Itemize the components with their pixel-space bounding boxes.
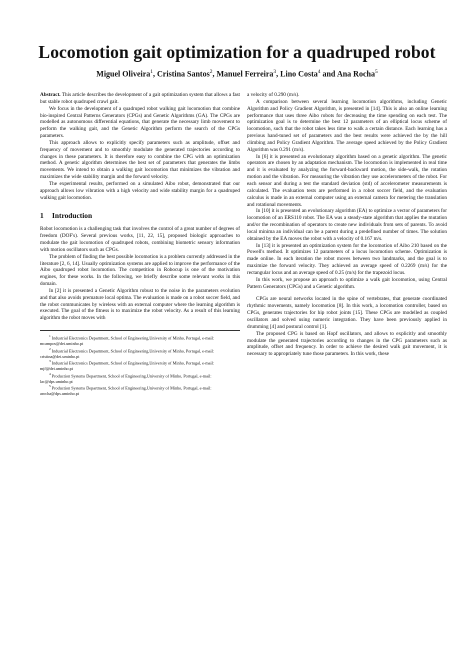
footnote-mark: 4 xyxy=(49,371,51,376)
paper-title: Locomotion gait optimization for a quadruped robot xyxy=(38,42,436,62)
body-paragraph: A comparison between several learning locomotion algorithms, including Genetic Algorithm and Policy Gradient Algorithm, is presented in [14]. This is also an online learning performance that uses three Aibo robots for decreasing the time spending on each test. The optimization goal is to determine the best 12 parameters of an elliptical locus scheme of locomotion, such that the robot takes less time to walk a certain distance. Each learning has a previous hand-tuned set of parameters and the best results were achieved the by the hill climbing and Policy Gradient Algorithm. The average speed achieved by the Policy Gradient Algorithm was 0.291 (m/s). xyxy=(247,98,447,153)
footnote-mark: 5 xyxy=(49,384,51,389)
footnote-text: Industrial Electronics Department, School of Engineering,University of Minho, Portugal, e-mail: cristina@dei.uminho.pt xyxy=(40,348,215,359)
footnote xyxy=(40,359,240,372)
author-name: Manuel Ferreira xyxy=(216,69,274,79)
abstract-text: This article describes the development of a gait optimization system that allows a fast but stable robot quadruped crawl gait. xyxy=(40,92,241,105)
footnote-mark: 1 xyxy=(49,334,51,339)
body-paragraph: Robot locomotion is a challenging task that involves the control of a great number of degrees of freedom (DOF's). Several previous works, [11, 22, 15], proposed biologic approaches to modulate the gait locomotion of quadruped robots, combining biometric sensory information with motion oscillators such as CPGs. xyxy=(40,226,240,253)
body-paragraph: In [6] it is presented an evolutionary algorithm based on a genetic algorithm. The genetic operators are chosen by an adaptation mechanism. The locomotion is implemented in real time and it is evaluated by analyzing the forward-backward motion, the side-walk, the rotation motion and the vibration. For measuring the vibration they use accelerometers of the robot. For each sensor and during a test the standard deviation (std) of accelerometer measurements is calculated. The evaluation tests are performed in a robot soccer field, and the evaluation calculus is made in an external computer using an external camera for metering the translation and rotational movements. xyxy=(247,153,447,208)
author-separator: , xyxy=(212,69,215,79)
footnote-text: Industrial Electronics Department, School of Engineering,University of Minho, Portugal, e-mail: mcampos@dei.uminho.pt xyxy=(40,335,215,347)
author-separator: , xyxy=(153,69,156,79)
author-footnote-mark: 4 xyxy=(317,69,321,75)
abstract-paragraph: We focus in the development of a quadruped robot walking gait locomotion that combine bio-inspired Central Patterns Generators (CPGs) and Genetic Algorithms (GA). The CPGs are modelled as autonomous differential equations, that generate the necessary limb movement to perform the walking gait, and the Genetic Algorithm perform the search of the CPGs parameters. xyxy=(40,105,240,140)
author-conjunction: and xyxy=(320,69,337,79)
abstract-label: Abstract. xyxy=(40,92,61,98)
section-title: Introduction xyxy=(52,210,93,220)
body-paragraph: In this work, we propose an approach to optimize a walk gait locomotion, using Central Pattern Generators (CPGs) and a Genetic algorithm. xyxy=(247,276,447,290)
footnote-text: Production Systems Department, School of Engineering,University of Minho, Portugal, e-mail: lac@dps.uminho.pt xyxy=(40,373,212,384)
body-paragraph: The proposed CPG is based on Hopf oscillators, and allows to explicitly and smoothly modulate the generated trajectories according to changes in the CPG parameters such as amplitude, offset and frequency. In order to achieve the desired walk gait movement, it is necessary to appropriately tune those parameters. In this work, these xyxy=(247,330,447,358)
left-column xyxy=(40,92,240,397)
footnotes xyxy=(40,330,240,397)
body-paragraph: In [13] it is presented an optimization system for the locomotion of Aibo 210 based on the Powell's method. It optimizes 12 parameters of a locus locomotion scheme. Optimization is made online. In each iteration the robot moves between two landmarks, and the goal is to maximize the forward velocity. They achieved an average speed of 0.2269 (m/s) for the rectangular locus and an average speed of 0.25 (m/s) for the trapezoid locus. xyxy=(247,242,447,276)
author-name: Cristina Santos xyxy=(157,69,210,79)
author-footnote-mark: 2 xyxy=(209,69,213,75)
author-separator: , xyxy=(276,69,279,79)
footnote xyxy=(40,334,240,347)
section-number: 1 xyxy=(40,210,44,220)
section-heading xyxy=(40,210,240,220)
footnote xyxy=(40,347,240,360)
footnote-text: Production Systems Department, School of Engineering,University of Minho, Portugal, e-mail: arocha@dps.uminho.pt xyxy=(40,385,212,397)
body-paragraph: a velocity of 0.290 (m/s). xyxy=(247,92,300,98)
body-paragraph: The problem of finding the best possible locomotion is a problem currently addressed in the literature [2, 6, 14]. Usually optimization systems are applied to improve the performance of the Aibo quadruped robot locomotion. The competition in Robocup is one of the motivation engines, for these works. In the following, we briefly describe some relevant works in this domain. xyxy=(40,253,240,288)
author-footnote-mark: 1 xyxy=(150,69,154,75)
footnote-mark: 2 xyxy=(49,346,51,351)
author-footnote-mark: 5 xyxy=(374,69,378,75)
footnote-text: Industrial Electronics Department, School of Engineering,University of Minho, Portugal, e-mail: mjf@dei.uminho.pt xyxy=(40,360,215,372)
footnote-mark: 3 xyxy=(49,359,51,364)
author-name: Ana Rocha xyxy=(336,69,375,79)
body-paragraph: In [2] it is presented a Genetic Algorithm robust to the noise in the parameters evolution and that also avoids premature local optima. The evaluation is made on a robot soccer field, and the robot communicates by wireless with an external computer where the learning algorithm is executed. The goal of the fitness is to maximize the robot velocity. As a result of this learning algorithm the robot moves with xyxy=(40,287,240,322)
footnote xyxy=(40,372,240,385)
abstract-paragraph: This approach allows to explicitly specify parameters such as amplitude, offset and frequency of movement and to smoothly modulate the generated trajectories according to changes in these parameters. It is therefore easy to combine the CPG with an optimization method. A genetic algorithm determines the best set of parameters that generates the limbs movements. We intend to obtain a walking gait locomotion that minimizes the vibration and maximizes the wide stability margin and the forward velocity. xyxy=(40,139,240,181)
body-paragraph: CPGs are neural networks located in the spine of vertebrates, that generate coordinated rhythmic movements, namely locomotion [8]. In this work, a locomotion controller, based on CPGs, generates trajectories for hip robot joints [15]. These CPGs are modelled as coupled oscillators and solved using numeric integration. They have been previously applied in drumming [4] and postural control [1]. xyxy=(247,296,447,330)
author-name: Miguel Oliveira xyxy=(96,69,151,79)
abstract-paragraph xyxy=(40,92,240,106)
author-footnote-mark: 3 xyxy=(273,69,277,75)
abstract-paragraph: The experimental results, performed on a simulated Aibo robot, demonstrated that our approach allows low vibration with a high velocity and wide stability margin for a quadruped walking gait locomotion. xyxy=(40,180,240,201)
footnote xyxy=(40,384,240,397)
right-column xyxy=(247,92,447,358)
author-name: Lino Costa xyxy=(280,69,318,79)
body-paragraph: In [10] it is presented an evolutionary algorithm (EA) to optimize a vector of parameters for locomotion of an ERS110 robot. The EA was a steady-state algorithm that applies the mutation and/or the recombination of operators to create new individuals from sets of parents. To avoid local minima an individual can be a parent during a predefined number of times. The solution obtained by the EA moves the robot with a velocity of 0.167 m/s. xyxy=(247,208,447,242)
author-list xyxy=(0,69,474,79)
